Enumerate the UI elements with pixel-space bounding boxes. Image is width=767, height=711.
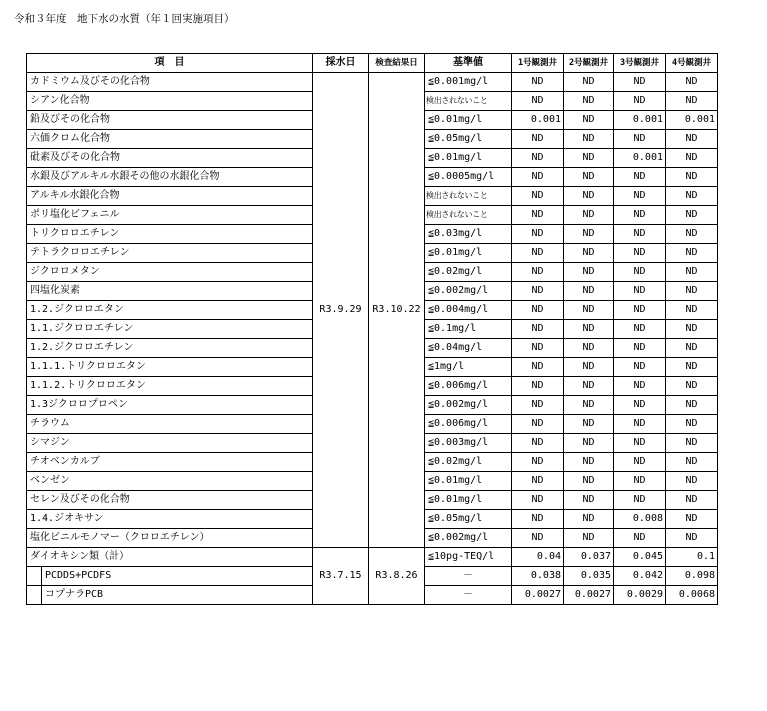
header-item: 項 目 (27, 54, 313, 73)
header-well-3: 3号観測井 (614, 54, 666, 73)
well-4-value: ND (666, 263, 718, 282)
item-name: ジクロロメタン (27, 263, 313, 282)
item-name: セレン及びその化合物 (27, 491, 313, 510)
well-2-value: ND (564, 301, 614, 320)
well-1-value: ND (512, 168, 564, 187)
well-2-value: ND (564, 130, 614, 149)
item-name: コプナラPCB (45, 589, 104, 600)
well-3-value: ND (614, 320, 666, 339)
well-2-value: ND (564, 491, 614, 510)
well-3-value: ND (614, 301, 666, 320)
result-date: R3.10.22 (369, 73, 425, 548)
well-4-value: ND (666, 339, 718, 358)
standard-value: ≦0.002mg/l (425, 529, 512, 548)
well-2-value: ND (564, 415, 614, 434)
well-3-value: ND (614, 73, 666, 92)
well-4-value: ND (666, 396, 718, 415)
well-1-value: ND (512, 263, 564, 282)
standard-value: ≦0.01mg/l (425, 244, 512, 263)
well-4-value: ND (666, 415, 718, 434)
well-3-value: 0.045 (614, 548, 666, 567)
well-4-value: ND (666, 301, 718, 320)
table-row-dioxin-total (27, 548, 718, 567)
item-name: トリクロロエチレン (27, 225, 313, 244)
well-2-value: ND (564, 149, 614, 168)
well-4-value: ND (666, 358, 718, 377)
well-1-value: ND (512, 301, 564, 320)
well-1-value: ND (512, 358, 564, 377)
item-name: 四塩化炭素 (27, 282, 313, 301)
well-3-value: ND (614, 130, 666, 149)
standard-value: ≦0.002mg/l (425, 396, 512, 415)
well-3-value: ND (614, 453, 666, 472)
well-3-value: 0.001 (614, 111, 666, 130)
well-4-value: ND (666, 472, 718, 491)
well-3-value: ND (614, 244, 666, 263)
well-3-value: 0.0029 (614, 586, 666, 605)
well-4-value: ND (666, 529, 718, 548)
item-name: 六価クロム化合物 (27, 130, 313, 149)
well-2-value: ND (564, 282, 614, 301)
indent-spacer (27, 567, 42, 585)
header-well-4: 4号観測井 (666, 54, 718, 73)
well-2-value: ND (564, 472, 614, 491)
standard-value: ≦0.006mg/l (425, 377, 512, 396)
well-3-value: ND (614, 529, 666, 548)
well-3-value: ND (614, 339, 666, 358)
well-1-value: ND (512, 73, 564, 92)
item-name: シアン化合物 (27, 92, 313, 111)
standard-value: ≦0.01mg/l (425, 149, 512, 168)
well-3-value: 0.042 (614, 567, 666, 586)
standard-value: ≦0.05mg/l (425, 510, 512, 529)
well-4-value: ND (666, 225, 718, 244)
standard-value: － (425, 567, 512, 586)
well-1-value: ND (512, 434, 564, 453)
well-4-value: 0.1 (666, 548, 718, 567)
standard-value: ≦0.002mg/l (425, 282, 512, 301)
well-4-value: ND (666, 453, 718, 472)
well-1-value: ND (512, 225, 564, 244)
well-3-value: ND (614, 187, 666, 206)
well-4-value: ND (666, 130, 718, 149)
sampling-date: R3.7.15 (313, 548, 369, 605)
standard-value: ≦0.004mg/l (425, 301, 512, 320)
well-4-value: ND (666, 92, 718, 111)
well-2-value: ND (564, 396, 614, 415)
item-name: チオベンカルブ (27, 453, 313, 472)
item-name: ベンゼン (27, 472, 313, 491)
well-1-value: ND (512, 92, 564, 111)
item-name: チラウム (27, 415, 313, 434)
well-3-value: ND (614, 472, 666, 491)
header-standard: 基準値 (425, 54, 512, 73)
standard-value: 検出されないこと (425, 206, 512, 225)
well-3-value: ND (614, 168, 666, 187)
standard-value: ≦0.02mg/l (425, 263, 512, 282)
well-3-value: ND (614, 396, 666, 415)
well-1-value: ND (512, 491, 564, 510)
well-2-value: ND (564, 529, 614, 548)
standard-value: 検出されないこと (425, 187, 512, 206)
item-name: ポリ塩化ビフェニル (27, 206, 313, 225)
well-2-value: ND (564, 92, 614, 111)
well-1-value: ND (512, 415, 564, 434)
well-1-value: ND (512, 282, 564, 301)
well-1-value: ND (512, 396, 564, 415)
well-1-value: ND (512, 510, 564, 529)
well-4-value: ND (666, 510, 718, 529)
item-name: 1.2.ジクロロエチレン (27, 339, 313, 358)
item-name: テトラクロロエチレン (27, 244, 313, 263)
well-4-value: 0.001 (666, 111, 718, 130)
well-3-value: ND (614, 282, 666, 301)
well-2-value: ND (564, 320, 614, 339)
well-2-value: ND (564, 168, 614, 187)
well-3-value: ND (614, 225, 666, 244)
well-4-value: ND (666, 282, 718, 301)
standard-value: ≦0.01mg/l (425, 111, 512, 130)
result-date: R3.8.26 (369, 548, 425, 605)
well-1-value: ND (512, 472, 564, 491)
well-1-value: ND (512, 130, 564, 149)
well-4-value: 0.098 (666, 567, 718, 586)
well-2-value: ND (564, 434, 614, 453)
header-well-2: 2号観測井 (564, 54, 614, 73)
item-name: 1.1.ジクロロエチレン (27, 320, 313, 339)
well-2-value: ND (564, 358, 614, 377)
item-name: 1.4.ジオキサン (27, 510, 313, 529)
well-2-value: ND (564, 206, 614, 225)
item-name: 1.2.ジクロロエタン (27, 301, 313, 320)
standard-value: ≦0.04mg/l (425, 339, 512, 358)
standard-value: ≦0.03mg/l (425, 225, 512, 244)
well-3-value: ND (614, 206, 666, 225)
well-2-value: ND (564, 225, 614, 244)
well-4-value: ND (666, 377, 718, 396)
well-1-value: ND (512, 453, 564, 472)
item-name-container (27, 567, 313, 586)
header-sampling-date: 採水日 (313, 54, 369, 73)
well-2-value: 0.037 (564, 548, 614, 567)
item-name: シマジン (27, 434, 313, 453)
well-1-value: 0.04 (512, 548, 564, 567)
well-2-value: ND (564, 244, 614, 263)
well-4-value: ND (666, 434, 718, 453)
sampling-date: R3.9.29 (313, 73, 369, 548)
well-1-value: ND (512, 187, 564, 206)
well-2-value: ND (564, 339, 614, 358)
standard-value: ≦0.1mg/l (425, 320, 512, 339)
indent-spacer (27, 586, 42, 604)
item-name: 砒素及びその化合物 (27, 149, 313, 168)
well-2-value: 0.035 (564, 567, 614, 586)
well-4-value: ND (666, 491, 718, 510)
well-3-value: ND (614, 263, 666, 282)
item-name: 1.3ジクロロプロペン (27, 396, 313, 415)
standard-value: ≦0.05mg/l (425, 130, 512, 149)
well-4-value: ND (666, 320, 718, 339)
well-2-value: ND (564, 111, 614, 130)
well-4-value: 0.0068 (666, 586, 718, 605)
well-1-value: ND (512, 529, 564, 548)
well-3-value: ND (614, 491, 666, 510)
standard-value: ≦0.01mg/l (425, 491, 512, 510)
well-1-value: 0.0027 (512, 586, 564, 605)
standard-value: ≦0.003mg/l (425, 434, 512, 453)
well-1-value: ND (512, 244, 564, 263)
item-name: 1.1.2.トリクロロエタン (27, 377, 313, 396)
well-2-value: ND (564, 263, 614, 282)
well-1-value: ND (512, 377, 564, 396)
well-4-value: ND (666, 244, 718, 263)
well-3-value: ND (614, 377, 666, 396)
well-2-value: ND (564, 453, 614, 472)
well-1-value: ND (512, 149, 564, 168)
well-2-value: 0.0027 (564, 586, 614, 605)
item-name: ダイオキシン類（計） (27, 548, 313, 567)
standard-value: ≦1mg/l (425, 358, 512, 377)
well-4-value: ND (666, 149, 718, 168)
standard-value: － (425, 586, 512, 605)
page-title: 令和３年度 地下水の水質（年１回実施項目） (14, 13, 235, 25)
well-1-value: ND (512, 206, 564, 225)
item-name: カドミウム及びその化合物 (27, 73, 313, 92)
well-3-value: ND (614, 92, 666, 111)
standard-value: ≦0.01mg/l (425, 472, 512, 491)
well-3-value: ND (614, 415, 666, 434)
well-1-value: ND (512, 339, 564, 358)
well-1-value: 0.038 (512, 567, 564, 586)
header-well-1: 1号観測井 (512, 54, 564, 73)
well-3-value: 0.008 (614, 510, 666, 529)
item-name: 塩化ビニルモノマー（クロロエチレン） (27, 529, 313, 548)
well-4-value: ND (666, 73, 718, 92)
standard-value: ≦10pg-TEQ/l (425, 548, 512, 567)
well-3-value: ND (614, 434, 666, 453)
well-2-value: ND (564, 510, 614, 529)
standard-value: 検出されないこと (425, 92, 512, 111)
item-name: 1.1.1.トリクロロエタン (27, 358, 313, 377)
well-3-value: ND (614, 358, 666, 377)
table-header-row (27, 54, 718, 73)
well-2-value: ND (564, 187, 614, 206)
well-2-value: ND (564, 73, 614, 92)
item-name: アルキル水銀化合物 (27, 187, 313, 206)
well-3-value: 0.001 (614, 149, 666, 168)
standard-value: ≦0.006mg/l (425, 415, 512, 434)
table-body (27, 73, 718, 605)
standard-value: ≦0.001mg/l (425, 73, 512, 92)
well-4-value: ND (666, 206, 718, 225)
item-name: 鉛及びその化合物 (27, 111, 313, 130)
well-1-value: 0.001 (512, 111, 564, 130)
well-1-value: ND (512, 320, 564, 339)
table-row (27, 73, 718, 92)
item-name-container (27, 586, 313, 605)
item-name: 水銀及びアルキル水銀その他の水銀化合物 (27, 168, 313, 187)
groundwater-quality-table (26, 53, 718, 605)
well-4-value: ND (666, 168, 718, 187)
header-result-date: 検査結果日 (369, 54, 425, 73)
well-4-value: ND (666, 187, 718, 206)
item-name: PCDDS+PCDFS (45, 570, 112, 581)
well-2-value: ND (564, 377, 614, 396)
standard-value: ≦0.02mg/l (425, 453, 512, 472)
standard-value: ≦0.0005mg/l (425, 168, 512, 187)
